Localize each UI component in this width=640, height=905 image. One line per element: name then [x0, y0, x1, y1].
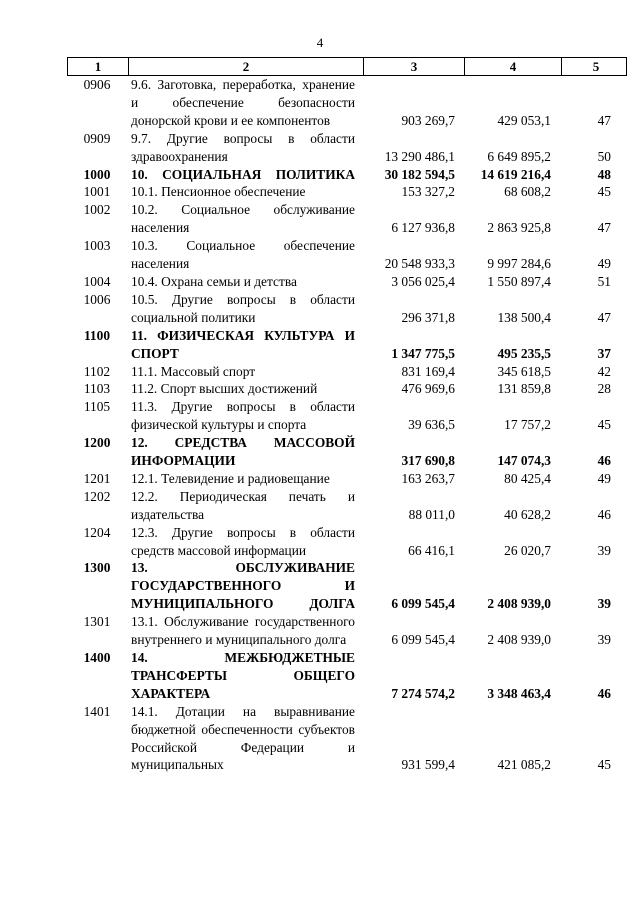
row-code: 1102	[83, 363, 111, 379]
row-code: 0909	[83, 130, 111, 146]
row-approved: 30 182 594,5	[384, 166, 455, 182]
row-name: 12.3. Другие вопросы в области средств массовой информации	[131, 524, 355, 558]
row-executed: 1 550 897,4	[487, 273, 551, 289]
table-row	[67, 166, 627, 184]
row-name: 11.1. Массовый спорт	[131, 363, 256, 379]
row-percent: 47	[597, 112, 611, 128]
table-row	[67, 649, 627, 703]
row-name: 10.2. Социальное обслуживание населения	[131, 202, 355, 236]
table-row	[67, 470, 627, 488]
row-name: 11.2. Спорт высших достижений	[131, 381, 318, 397]
row-executed: 147 074,3	[497, 453, 551, 469]
row-approved: 831 169,4	[401, 363, 455, 379]
row-percent: 46	[597, 685, 611, 701]
row-executed: 40 628,2	[504, 506, 551, 522]
table-row	[67, 291, 627, 327]
row-percent: 42	[597, 363, 611, 379]
table-row	[67, 327, 627, 363]
row-percent: 45	[597, 417, 611, 433]
table-row	[67, 237, 627, 273]
row-approved: 6 099 545,4	[391, 632, 455, 648]
row-approved: 903 269,7	[401, 112, 455, 128]
table-row	[67, 273, 627, 291]
row-executed: 6 649 895,2	[487, 148, 551, 164]
row-code: 1002	[83, 202, 111, 218]
row-approved: 296 371,8	[401, 309, 455, 325]
row-code: 1200	[83, 435, 111, 451]
row-approved: 6 099 545,4	[391, 596, 455, 612]
row-approved: 476 969,6	[401, 381, 455, 397]
row-name: 10.4. Охрана семьи и детства	[131, 273, 297, 289]
row-name: 12.2. Периодическая печать и издательства	[131, 488, 355, 522]
row-approved: 1 347 775,5	[391, 345, 455, 361]
row-executed: 2 863 925,8	[487, 220, 551, 236]
row-executed: 429 053,1	[497, 112, 551, 128]
row-code: 1100	[83, 327, 111, 343]
row-executed: 2 408 939,0	[487, 596, 551, 612]
row-executed: 138 500,4	[497, 309, 551, 325]
row-code: 1301	[83, 614, 111, 630]
row-code: 1000	[83, 166, 111, 182]
row-executed: 17 757,2	[504, 417, 551, 433]
table-row	[67, 559, 627, 613]
row-percent: 49	[597, 256, 611, 272]
table-row	[67, 201, 627, 237]
row-code: 1300	[83, 560, 111, 576]
header-col-3: 3	[364, 58, 465, 75]
table-row	[67, 703, 627, 775]
header-col-4: 4	[465, 58, 562, 75]
row-percent: 39	[597, 596, 611, 612]
row-percent: 45	[597, 184, 611, 200]
row-percent: 51	[597, 273, 611, 289]
row-code: 1400	[83, 650, 111, 665]
row-name: 12.1. Телевидение и радиовещание	[131, 470, 330, 486]
row-percent: 39	[597, 542, 611, 558]
row-code: 1004	[83, 273, 111, 289]
row-executed: 26 020,7	[504, 542, 551, 558]
row-approved: 3 056 025,4	[391, 273, 455, 289]
row-name: 14. МЕЖБЮДЖЕТНЫЕ ТРАНСФЕРТЫ ОБЩЕГО ХАРАКТЕРА	[131, 650, 355, 701]
table-row	[67, 183, 627, 201]
table-header	[67, 57, 627, 76]
row-name: 10.3. Социальное обеспечение населения	[131, 238, 355, 272]
row-executed: 68 608,2	[504, 184, 551, 200]
row-name: 13. ОБСЛУЖИВАНИЕ ГОСУДАРСТВЕННОГО И МУНИЦИПАЛЬНОГО ДОЛГА	[131, 560, 355, 612]
table-row	[67, 130, 627, 166]
table-row	[67, 434, 627, 470]
row-approved: 39 636,5	[408, 417, 455, 433]
row-approved: 66 416,1	[408, 542, 455, 558]
row-code: 1202	[83, 488, 111, 504]
row-name: 9.6. Заготовка, переработка, хранение и обеспечение безопасности донорской крови и ее компонентов	[131, 77, 355, 128]
row-code: 1001	[83, 184, 111, 200]
table-row	[67, 380, 627, 398]
row-executed: 80 425,4	[504, 470, 551, 486]
row-executed: 345 618,5	[497, 363, 551, 379]
row-code: 1103	[83, 381, 111, 397]
row-executed: 14 619 216,4	[480, 166, 551, 182]
row-code: 1105	[83, 399, 111, 415]
row-code: 0906	[83, 77, 111, 92]
table-row	[67, 524, 627, 560]
row-code: 1204	[83, 524, 111, 540]
budget-table	[67, 57, 627, 774]
header-col-2: 2	[129, 58, 364, 75]
row-name: 10. СОЦИАЛЬНАЯ ПОЛИТИКА	[131, 166, 355, 182]
table-row	[67, 488, 627, 524]
row-code: 1201	[83, 470, 111, 486]
row-name: 11.3. Другие вопросы в области физической культуры и спорта	[131, 399, 355, 433]
row-percent: 49	[597, 470, 611, 486]
row-percent: 28	[597, 381, 611, 397]
row-percent: 47	[597, 309, 611, 325]
row-approved: 163 263,7	[401, 470, 455, 486]
header-col-5: 5	[592, 59, 600, 74]
row-executed: 131 859,8	[497, 381, 551, 397]
row-code: 1003	[83, 238, 111, 254]
row-percent: 39	[597, 632, 611, 648]
row-approved: 20 548 933,3	[384, 256, 455, 272]
row-approved: 6 127 936,8	[391, 220, 455, 236]
row-approved: 931 599,4	[401, 757, 455, 773]
row-percent: 46	[597, 453, 611, 469]
row-percent: 46	[597, 506, 611, 522]
row-percent: 37	[597, 345, 611, 361]
row-approved: 153 327,2	[401, 184, 455, 200]
header-col-1: 1	[68, 58, 129, 75]
row-name: 9.7. Другие вопросы в области здравоохранения	[131, 130, 355, 164]
row-approved: 88 011,0	[408, 506, 455, 522]
table-row	[67, 363, 627, 381]
table-body	[67, 76, 627, 774]
table-row	[67, 613, 627, 649]
row-executed: 9 997 284,6	[487, 256, 551, 272]
row-approved: 13 290 486,1	[384, 148, 455, 164]
row-code: 1401	[83, 703, 111, 719]
table-row	[67, 76, 627, 130]
row-executed: 2 408 939,0	[487, 632, 551, 648]
row-name: 12. СРЕДСТВА МАССОВОЙ ИНФОРМАЦИИ	[131, 435, 355, 469]
row-percent: 47	[597, 220, 611, 236]
row-approved: 7 274 574,2	[391, 685, 455, 701]
row-name: 14.1. Дотации на выравнивание бюджетной обеспеченности субъектов Российской Федерации и муниципальных	[131, 703, 355, 773]
row-executed: 3 348 463,4	[487, 685, 551, 701]
row-percent: 50	[597, 148, 611, 164]
row-name: 10.5. Другие вопросы в области социальной политики	[131, 291, 355, 325]
row-executed: 421 085,2	[497, 757, 551, 773]
row-code: 1006	[83, 291, 111, 307]
row-name: 11. ФИЗИЧЕСКАЯ КУЛЬТУРА И СПОРТ	[131, 327, 355, 361]
row-executed: 495 235,5	[497, 345, 551, 361]
row-percent: 45	[597, 757, 611, 773]
row-percent: 48	[597, 166, 611, 182]
page-number: 4	[316, 35, 324, 50]
row-name: 10.1. Пенсионное обеспечение	[131, 184, 306, 200]
row-approved: 317 690,8	[401, 453, 455, 469]
row-name: 13.1. Обслуживание государственного внутреннего и муниципального долга	[131, 614, 355, 648]
table-row	[67, 398, 627, 434]
